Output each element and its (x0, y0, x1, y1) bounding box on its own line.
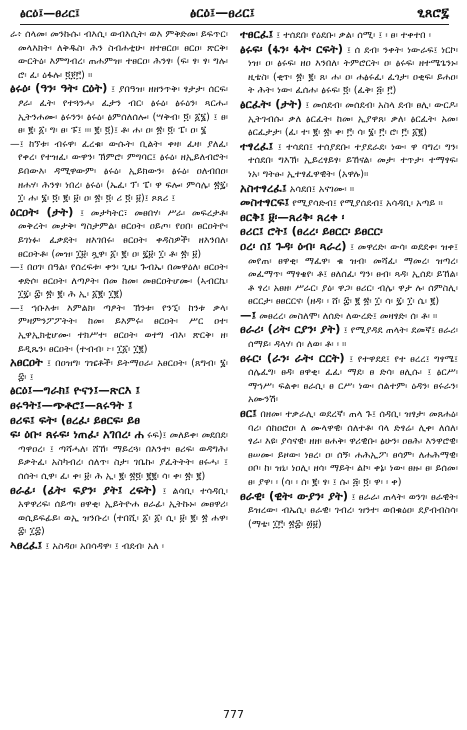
entry-definition: ፤ መሰደብ፡ መሰደብ፡ አስላ ደብ፡ ፀሊ፡ ውርዶ፡ ኢትገብሱ፡ ቃለ ፅርፈት፡ ከመ፡ ኢያዋጸ፡ ቃለ፡ ፅርፈት፡ አመ፡ ፅርፈታታ፡ (ፈ፡ ተ፡ ፪፡ ፳፡ ቀ፡ ፫፡ ሳ፡ ፮፡ ፫፡ ሮ፡ ፫፡ ፩፪) (248, 99, 458, 139)
dictionary-entry (240, 211, 458, 226)
entry-definition: ፤ መታካትር፣ መፀበሃ፡ ሥራ፡ መፍረታቶ፡ መቅረት፡ መታቅ፡ ግስታምል፡ ፀርዐት፡ ዐይጦ፡ የዐበ፡ ፀርዐትዮ፡ ይገነፉ፡ ፈቃደት፡ ዘእገበሩ፡ ፀርዐት፡ ቀዳስዎች፡ ዘእንበለ፡ ፀርዐትቶ፡ (መዝ፡ ፲፱፡ ጿዋ፡ ፩፡ ፪፡ ዐ፡ ፯፱፡ ፲፡ ቶ፡ ፳፡ ፱) (18, 207, 228, 260)
dictionary-entry (10, 428, 228, 483)
entry-definition: ራ፥ ሰላመ፡ መንኩሱ፡ ብእሲ፡ ወብእሲት፡ ወእ ምቅድመ፡ ይፍጥር፡ መላእክት፡ ለቅዱስ፡ ሕን ስብሐቲሁ፡ ዘተፀርዐ፡ ፀርዐ፡ ጽርቅ፡ ውርትዕ፡ እምግብረ፡ ጠሐምዝ፡ ተፀርዐ፡ ሕንፃ፡ (ፍ፡ ፃ፡ ፃ፡ ግሉ፡ ሮ፡ ፈ፡ ዕፋሉ፡ ፬፻፫) ። (10, 29, 228, 81)
entry-definition: አሳደበ፤ አናገሙ፡ ። (289, 183, 355, 195)
header-right: ፂጸሮ፯ (417, 6, 449, 21)
entry-definition: ፤ የተዋደደ፤ የተ ፀረረ፤ ግፃሜ፤ ሰሌፈግ፡ ፀዳ፡ ፀዋቂ፡ ፈፈ፡ ማደ፡ ፀ ድሳ፡ ፀሊሱ፡ ፤ ፅርሥ፡ ማኀሥ፡ ፍልቀ፡ ፀራሲ፡ ፀ ርሥ፡ ነው፡ ሰልተም፡ ዕዳን፡ ፀሩራን፡ አሙንሽ፡ (248, 353, 458, 406)
right-column (240, 28, 458, 698)
dictionary-entry (240, 43, 458, 98)
entry-headword: አስተፃረፈ፤ (240, 180, 287, 195)
entry-headword: ተፃረፈ፤ (240, 138, 274, 153)
entry-definition: —፤ ኀቡእቱ፡ እምልክ፡ ጣፆት፡ ኽንቱ፡ የንኚ፡ ከንቱ ቃላ፡ ምዛምንፖፖትት፡ ከመ፡ ይእምሩ፡ ፀርዐት፡ ሥር ዐተ፡ ኢዋኢክቲሆሙ፡ ተክሥተ፡ ፀርዐት፡ ወተግ ብእ፡ ጽርቅ፡ ዘ፡ ይዲጼን፡ ፀርዐት፡ (ተብብ፡ ፦፡ ፲፩፡ ፲፪) (10, 302, 228, 355)
entry-headword: ፍ፡ ዕቡ፡ ጸሩፍ፡ ነጠፈ፡ አገበረ፡ ሐ (10, 427, 144, 442)
entry-headword: ፀሩር፡ (ራን፡ ራት፡ ርርት) (240, 350, 345, 365)
dictionary-entry (10, 138, 228, 206)
dictionary-entry (10, 261, 228, 302)
dictionary-entry (240, 352, 458, 407)
entry-definition: ፤ ተሰደበ፡ የዕደቡ፡ ቃል፡ ሰሚ፡ ፤ ፡ ፀ፡ ተቀተበ ፡ (276, 30, 431, 41)
entry-definition: ፤ ፀራራ፡ ጠላት፡ ወንገ፡ ፀራዊት፡ ይዝረው፡ ብኤሲ፡ ፀራዊ፡ ገብረ፡ ዝንተ፡ ወበቁዕዐ፡ ደያብብስሳ፡ (ማቴ፡ ፲፫፡ ፳፰፡ ፴፱) (248, 491, 458, 530)
entry-headword: ፅርዕ፤—ግራክ፤ ዮናን፤—ጽርእ ፤ (10, 383, 141, 398)
entry-definition: የሚያሳድብ፤ የሚያሰደብ፤ አሳዳቢ፡ አጣይ ። (292, 198, 443, 210)
entry-headword: ፅሩፍ፡ (ፋን፡ ፋት፡ ርፍት) (240, 41, 343, 56)
entry-headword: ኣፀረፈ፤ (10, 537, 43, 552)
entry-definition: —፤ ከኘቱ፡ ብሩዋ፡ ፈረቁ፡ ውሱት፡ ቢልት፡ ቀዛ፡ ፈዛ፡ ያለፈ፡ የቀረ፡ የተዝፈ፡ ውዋን፡ ኽምሮ፡ ምግባር፤ ፅሩዕ፡ ዘኢይለብሮት፡ ይበውእ፡ ዳሚዋውም፡ ፅሩዕ፡ ኢይክውን፡ ፅሩዕ፡ ዐለብበዐ፡ ዘሐሃ፡ ሕንፃ፡ ነበረ፡ ፅሩዕ፡ (ኤፈ፡ ፕ፡ ፔ፡ ዋ ፍሎ፡ ምሳሌ፡ ፳፯፡ ፲፡ ሐ፡ ፮፡ ፬፡ ፪፡ ፱፡ ዐ፡ ፳፡ ፬፡ ሪ ፬፡ ፱)፤ ጾጸሪ ፤ (10, 138, 228, 205)
dictionary-entry (10, 399, 228, 414)
entry-headword: ፅርፈት፡ (ታት) (240, 96, 303, 111)
header-center: ፅርዕ፤—ፀሪር፤ (190, 6, 255, 21)
page-number: 777 (223, 708, 244, 721)
dictionary-entry (240, 182, 458, 197)
dictionary-entry (10, 206, 228, 261)
dictionary-entry (10, 484, 228, 539)
entry-definition: ሩፍ)፤ መለይቀ፡ መደበደ፡ ጣዋዐረ፡ ፤ ጣሻሓለ፡ ሸኸ፡ ማይረጓ፡ በእንተ፡ ፀሪፍ፡ ወዳግሕ፡ ይቃትፈ፡ አስካብረ፡ ሰለጥ፡ ስታ፡ ገቤኩ፡ ያፈትትት፡ ፀሩሓ፡ ፤ ሰሰት፡ ሲዋ፡ ፈ፡ ቀ፡ ፱፡ ሕ ኢ፡ ፪፡ ፳፬፡ ፪፪፡ ሳ፡ ቀ፡ ፳፡ ፪) (18, 430, 228, 482)
entry-definition: ፤ መዋረድ፡ ውሳ፡ ወደደቀ፡ ዝቀ፤ መየጠ፡ ፀዋቂ፡ ማፈዋ፡ ቁ ዝብ፡ መሻፈ፡ ማመረ፡ ዝጣረ፡ መፈማጥ፡ ማፃቄየ፡ ቶ፤ ፀለሰፈ፡ ግን፡ ፀብ፡ ጻዳ፡ ኢሰደ፡ ይኸል፡ ቶ ፃረ፡ አፀዘ፡ ሥራር፡ ያዕ፡ ዋጋ፡ ፀሪር፡ ብሌ፡ ዋታ ሉ፡ ሰምስሊ፡ ፀርርታ፡ ፀፀርርና፡ (ዘዳ፡ ፡ ሸ፡ ፰፡ ፪ ፳፡ ፲፡ ሳ፡ ፯፡ ፲፡ ሴ፡ ፪) (248, 241, 458, 308)
entry-headword: ፀራፊ፡ (ፊት፡ ፍያን፡ ያት፤ ረፍት) (10, 482, 157, 497)
dictionary-entry (240, 140, 458, 182)
entry-definition: —፤ በዐገ፡ በዓል፡ የሰረፍቱ፡ ቀን፡ ጊዜ፡ ጉብኤ፡ በመዋዕለ፡ ፀርዐት፡ ቀድሶ፡ ፀርዐት፡ ለጣዖት፡ በመ ከመ፡ መፀርዐትሆሙ፡ (ኣብርኬ፡ ፲፯፡ ፰፡ ፳፡ ፪፡ ሕ ኢ፡ ፩፪፡ ፲፪) (10, 262, 228, 301)
entry-definition: ፤ የሚያዳደ ጠላት፡ ደመኛ፤ ፀራሪ፡ ሰማይ፡ ዳላሃ፡ ሰ፡ ለወ፡ ቶ፡ ፡ ። (248, 325, 458, 351)
dictionary-entry (240, 323, 458, 351)
dictionary-entry (10, 414, 228, 429)
entry-headword: መስተፃርፍ፤ (240, 195, 290, 210)
dictionary-entry (240, 225, 458, 240)
entry-headword: ዕርዐት፡ (ታት) (10, 204, 74, 219)
dictionary-entry (10, 302, 228, 356)
entry-definition: በዘመ፡ ተቃራሊ፡ ወደረኛ፡ ጠላ ጉ፤ ሰዳቢ፡ ዝፃታ፡ መጸሐዕ፡ ባሪ፡ ሰከዐሮዐ፡ ለ ሙላዋዊ፡ ሰለተቶ፡ ባላ ድፃሬ፡ ሊቀ፡ ለሰለ፡ ፃራ፡ እዩ፡ ያሳናዊ፡ ዘዘ፡ ፀሐቅ፡ ዋሪዊቡ፡ ፅሁን፡ ዐፀሕ፡ እንዋሮዊ፡ ፀሠሙ፡ ይዞው፡ ነፀረ፡ ዐ፡ ሰኝ፡ ሐሕኢፖ፡ ፀሳም፡ ለሐሕማዊ፡ ዐቦ፡ ከ፡ ዝኒ፡ ነዐሊ፡ ዘሳ፡ ማይት፡ ልኮ፡ ቀኔ፡ ነው፡ ፀዙ፡ ፀ፡ ይሰመ፡ ፀ፡ ያዋ፡ ፡ (ሳ፡ ፡ ሰ፡ ፪፡ ፃ፡ ፤ ሱ፡ ፭፡ ፬፡ ዋ፡ ፡ ቀ) (248, 409, 458, 488)
dictionary-entry (240, 309, 458, 324)
entry-definition: መፀረረ፡ መስለሞ፡ ለሰድ፡ ለውረድ፤ መዛፃድ፡ ሰ፡ ቶ፡ ። (259, 310, 438, 322)
header-left: ፅርዕ፤—ፀሪር፤ (20, 6, 80, 20)
entry-definition: ፤ አስዳዐ፡ አበሳዳዋ፡ ፤ ብደብ፡ አለ ፡ (45, 540, 165, 552)
dictionary-entry (240, 240, 458, 309)
entry-headword: ተፀርፈ፤ (240, 28, 274, 41)
entry-headword: ፀራሪ፡ (ሪት፡ ርያን፡ ያት) (240, 322, 341, 337)
dictionary-entry (240, 196, 458, 211)
dictionary-entry (10, 28, 228, 82)
entry-definition: ፤ በዐዝግ፡ ገዤቶች፡ ይትማዐራ፡ አፀርዐት፡ (ጸግብ፡ ፮፡ ፰፡ ፤ (18, 358, 228, 383)
dictionary-entry (240, 98, 458, 140)
dictionary-entry (240, 407, 458, 490)
dictionary-entry (10, 539, 228, 554)
page-header (20, 6, 449, 25)
entry-headword: —፤ (240, 307, 257, 322)
entry-definition: ፤ ሰ ደብ፡ ንቀት፡ ነውራፍ፤ ነርኮ፡ ነዝ፡ ዐ፡ ፅሩፍ፡ ዘዐ እንበለ፡ ትምሮርት፡ ዐ፡ ፅሩፍ፡ ዘተሜጌንኑ፡ ዚቴስ፡ (ቂጥ፡ ፳፡ ፪፡ ጸ፡ ሐ፡ ዐ፡ ሐፅሩፈ፡ ፈጎታ፡ ዐቂፍ፡ ይሐዐ፡ ት ሕት፡ ነው፡ ፈሰሐ፡ ፅሩፍ፡ ፬፡ (ፈቅ፡ ፭፡ ፫) (248, 44, 458, 97)
entry-headword: ፀራዊ፡ (ዊት፡ ውያን፡ ያት) (240, 488, 349, 503)
entry-headword: ዐረ፡ ሰ፤ ጉዳ፡ ዕብ፡ ጻራረ) (240, 238, 347, 253)
entry-headword: ፀሪፍ፤ ፍት፡ (ፀረፈ፡ ይፀርፍ፡ ይፀ (10, 412, 140, 427)
entry-headword: አፀርዐት (10, 355, 43, 370)
dictionary-entry (240, 490, 458, 532)
entry-headword: ፅሩዕ፡ (ዓን፡ ዓት፡ ርዕት) (10, 81, 108, 96)
entry-headword: ፀሪር፤ ሮት፤ (ፀረረ፡ ይፀርር፡ ይፀርር፡ (240, 224, 383, 239)
entry-headword: ፀር፤ (240, 406, 257, 421)
dictionary-entry (240, 28, 458, 43)
entry-definition: ፤ ልሳቢ፡ ተሳዳቢ፡ አዋዋሪፍ፡ ሰይጣ፡ ፀዋቂ፡ ኢይትዮሐ ፀራፊ፡ ኢትኩኑ፡ መፀዋሪ፡ ወሲይፍፊይ፡ ወኢ ዝንቡረ፡ (ተበሺ፡ ፩፡ ፩፡ ሲ፡ ፱፡ ፪፡ ፳ ሐዋ፡ ፰፡ ፲፰) (18, 485, 228, 538)
entry-headword: ፀሩዓት፤—ጭቶሮ፤—ጸሩዓት ፤ (10, 398, 133, 413)
left-column (10, 28, 228, 698)
entry-definition: ፤ ተሳደበ፤ ተሰያደቡ፡ ተያደራደ፡ ነው፡ ዋ ባግረ፡ ግን፡ ተሰደበ፡ ግእኽ፡ ኢይረፃይፃ፡ ይኸናል፡ መታ፡ ተጥታ፡ ተማፃፍ፡ ነአ፡ ግትፁ፡ ኢተፃፈዋዊት፡ (አዋሉ)። (248, 141, 458, 180)
dictionary-entry (10, 82, 228, 137)
dictionary-entry (10, 384, 228, 399)
entry-headword: ፀርቅ፤ ፱፡—ጸሪቅ፡ ጸረቀ ፡ (240, 209, 345, 224)
entry-definition: ፤ ያበዓዝ፡ ዘዘንጥቅ፡ ፃታታ፡ ሰርፍ፡ ፆራ፡ ፈት፡ የተጓንሓ፡ ፈታን ብር፡ ፅሩዕ፡ ፅሩዕን፡ ጻርሑ፡ ኢትንሐሙ፡ ፅሩንን፡ ፅሩዕ፡ ፅምሰለሰሎ፡ (ሣቅብ፡ ፬፡ ፩፮) ፤ ፀ፡ ፀ፡ ፪፡ ፩፡ ግ፡ ፀ፡ ፑ፤ ፡፡፡ ፪፡ ፬)፤ ቶ፡ ሐ፡ ዐ፡ ፳፡ ፬፡ ፔ፡ ዐ፡ ፮ (18, 84, 228, 137)
dictionary-entry (10, 356, 228, 384)
